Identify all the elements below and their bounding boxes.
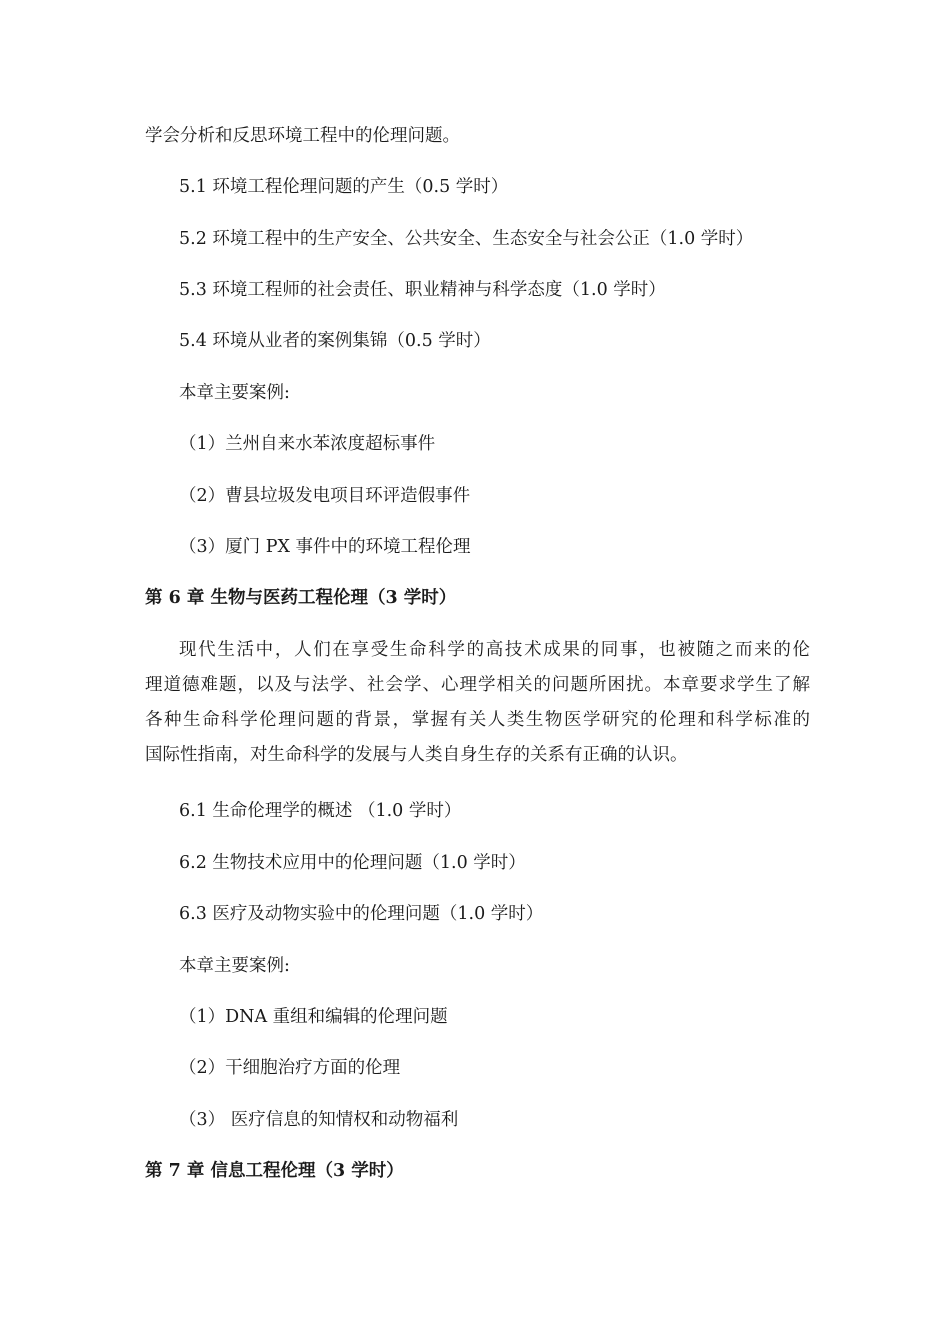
chapter-6-case-2: （2）干细胞治疗方面的伦理 <box>179 1058 401 1078</box>
chapter-6-intro-line: 理道德难题，以及与法学、社会学、心理学相关的问题所困扰。本章要求学生了解 <box>145 675 810 695</box>
section-5-2: 5.2 环境工程中的生产安全、公共安全、生态安全与社会公正（1.0 学时） <box>179 229 754 249</box>
chapter-6-intro-line: 各种生命科学伦理问题的背景，掌握有关人类生物医学研究的伦理和科学标准的 <box>145 710 810 730</box>
section-5-3: 5.3 环境工程师的社会责任、职业精神与科学态度（1.0 学时） <box>179 280 666 300</box>
chapter-5-case-2: （2）曹县垃圾发电项目环评造假事件 <box>179 486 471 506</box>
chapter-6-cases-label: 本章主要案例: <box>179 956 290 976</box>
section-5-4: 5.4 环境从业者的案例集锦（0.5 学时） <box>179 331 491 351</box>
chapter-6-intro <box>145 638 810 778</box>
section-6-1: 6.1 生命伦理学的概述 （1.0 学时） <box>179 801 462 821</box>
section-6-2: 6.2 生物技术应用中的伦理问题（1.0 学时） <box>179 853 526 873</box>
section-6-3: 6.3 医疗及动物实验中的伦理问题（1.0 学时） <box>179 904 544 924</box>
chapter-5-cases-label: 本章主要案例: <box>179 383 290 403</box>
chapter-6-intro-line: 国际性指南，对生命科学的发展与人类自身生存的关系有正确的认识。 <box>145 745 688 765</box>
chapter-5-case-3: （3）厦门 PX 事件中的环境工程伦理 <box>179 537 471 557</box>
chapter-6-case-1: （1）DNA 重组和编辑的伦理问题 <box>179 1007 448 1027</box>
chapter-6-heading: 第 6 章 生物与医药工程伦理（3 学时） <box>145 588 457 608</box>
section-5-1: 5.1 环境工程伦理问题的产生（0.5 学时） <box>179 177 509 197</box>
chapter-5-case-1: （1）兰州自来水苯浓度超标事件 <box>179 434 436 454</box>
continuation-text: 学会分析和反思环境工程中的伦理问题。 <box>145 126 460 146</box>
chapter-6-case-3: （3） 医疗信息的知情权和动物福利 <box>179 1110 459 1130</box>
chapter-6-intro-line: 现代生活中，人们在享受生命科学的高技术成果的同事，也被随之而来的伦 <box>179 640 810 660</box>
chapter-7-heading: 第 7 章 信息工程伦理（3 学时） <box>145 1161 404 1181</box>
